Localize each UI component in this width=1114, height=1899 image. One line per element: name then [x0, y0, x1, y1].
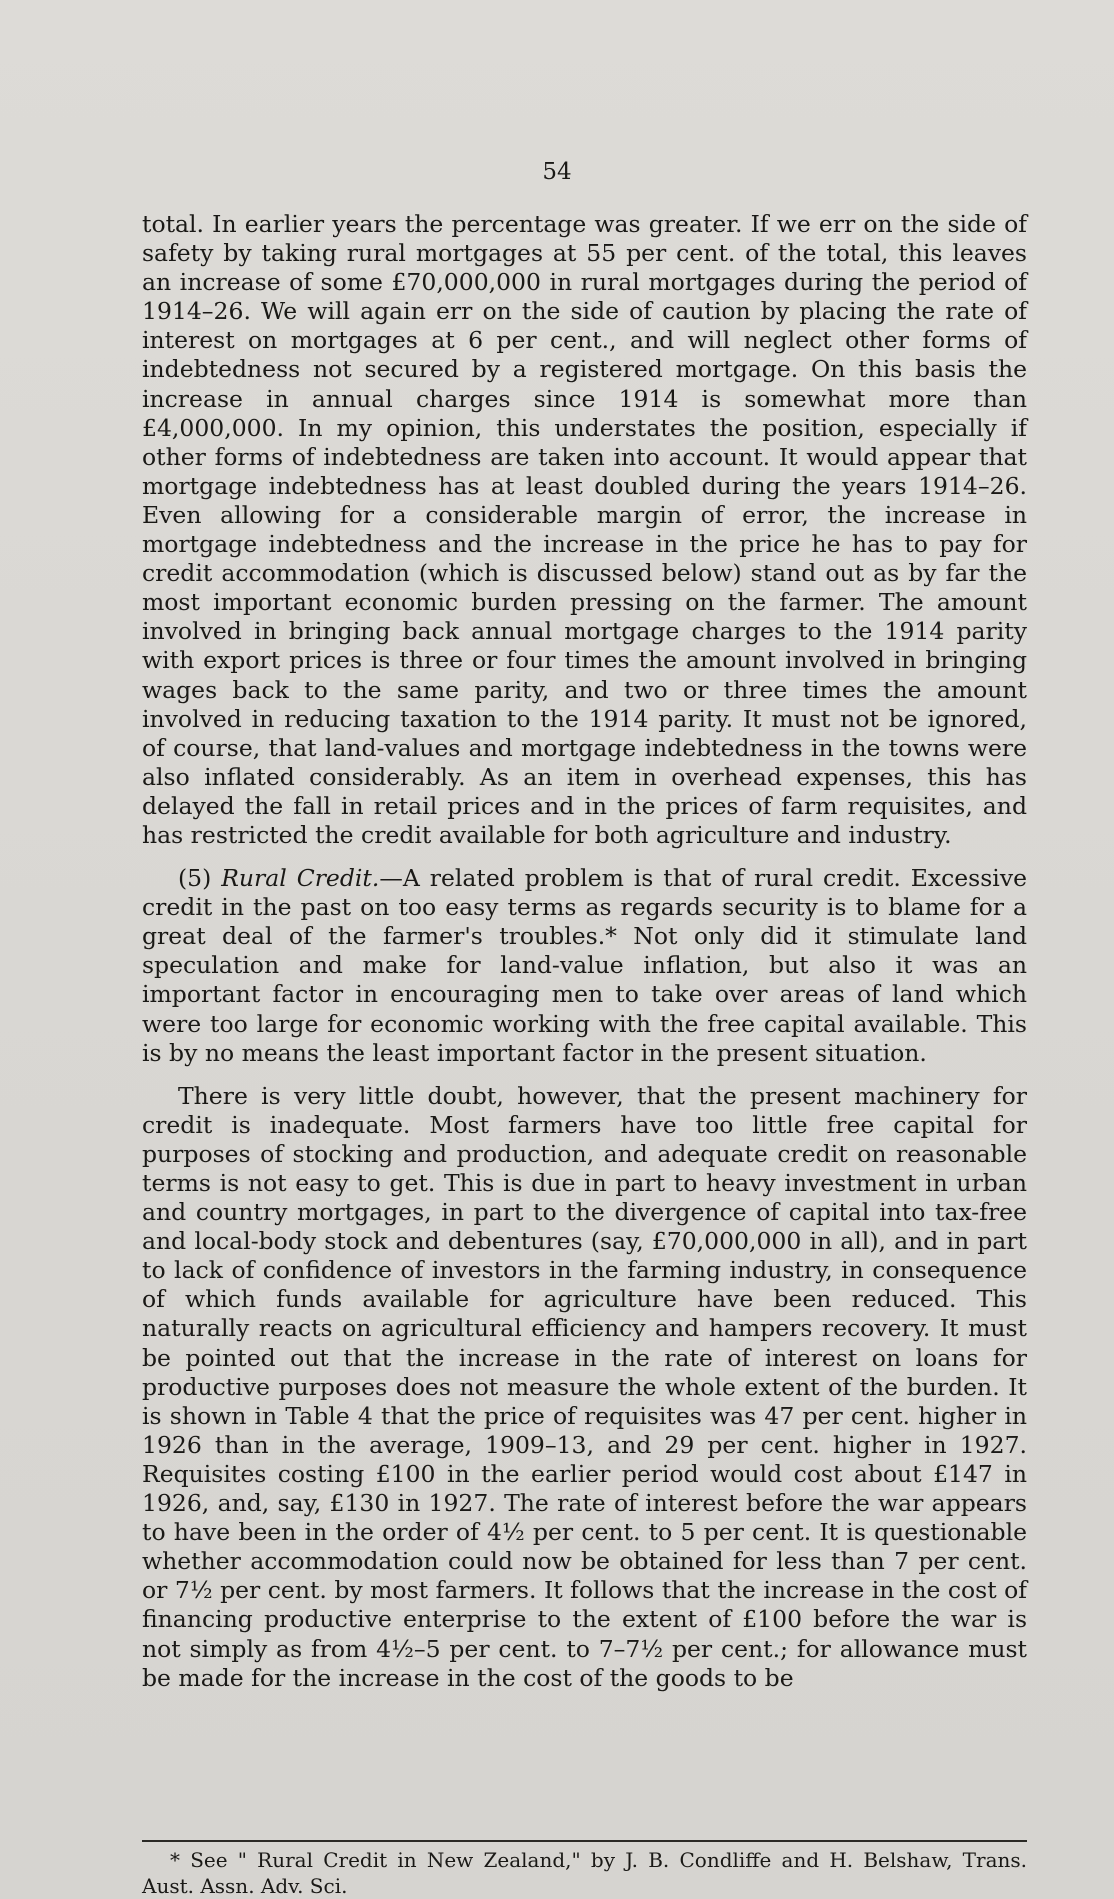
footnote-divider [142, 1840, 1027, 1842]
section-heading: Rural Credit. [221, 864, 380, 893]
section-text: —A related problem is that of rural credit. Excessive credit in the past on too easy terms as regards security is to blame for a great deal of the farmer's troubles.* Not only did it stimulate land speculation and make for land-value inflation, but also it was an important factor in encouraging men to take over areas of land which were too large for economic working with the free capital available. This is by no means the least important factor in the present situation. [142, 864, 1027, 1067]
page-number: 54 [542, 159, 572, 185]
footnote: * See " Rural Credit in New Zealand," by J. B. Condliffe and H. Belshaw, Trans. Aust. Assn. Adv. Sci. [142, 1848, 1027, 1898]
paragraph-mortgages: total. In earlier years the percentage was greater. If we err on the side of safety by taking rural mortgages at 55 per cent. of the total, this leaves an increase of some £70,000,000 in rural mortgages during the period of 1914–26. We will again err on the side of caution by placing the rate of interest on mortgages at 6 per cent., and will neglect other forms of indebtedness not secured by a registered mortgage. On this basis the increase in annual charges since 1914 is somewhat more than £4,000,000. In my opinion, this understates the position, especially if other forms of indebtedness are taken into account. It would appear that mortgage indebtedness has at least doubled during the years 1914–26. Even allowing for a considerable margin of error, the increase in mortgage indebtedness and the increase in the price he has to pay for credit accommodation (which is discussed below) stand out as by far the most important economic burden pressing on the farmer. The amount involved in bringing back annual mortgage charges to the 1914 parity with export prices is three or four times the amount involved in bringing wages back to the same parity, and two or three times the amount involved in reducing taxation to the 1914 parity. It must not be ignored, of course, that land-values and mortgage indebtedness in the towns were also inflated considerably. As an item in overhead expenses, this has delayed the fall in retail prices and in the prices of farm requisites, and has restricted the credit available for both agriculture and industry. [142, 210, 1027, 849]
paragraph-credit-machinery: There is very little doubt, however, that the present machinery for credit is inadequate. Most farmers have too little free capital for purposes of stocking and production, and adequate credit on reasonable terms is not easy to get. This is due in part to heavy investment in urban and country mortgages, in part to the divergence of capital into tax-free and local-body stock and debentures (say, £70,000,000 in all), and in part to lack of confidence of investors in the farming industry, in consequence of which funds available for agriculture have been reduced. This naturally reacts on agricultural efficiency and hampers recovery. It must be pointed out that the increase in the rate of interest on loans for productive purposes does not measure the whole extent of the burden. It is shown in Table 4 that the price of requisites was 47 per cent. higher in 1926 than in the average, 1909–13, and 29 per cent. higher in 1927. Requisites costing £100 in the earlier period would cost about £147 in 1926, and, say, £130 in 1927. The rate of interest before the war appears to have been in the order of 4½ per cent. to 5 per cent. It is questionable whether accommodation could now be obtained for less than 7 per cent. or 7½ per cent. by most farmers. It follows that the increase in the cost of financing productive enterprise to the extent of £100 before the war is not simply as from 4½–5 per cent. to 7–7½ per cent.; for allowance must be made for the increase in the cost of the goods to be [142, 1081, 1027, 1692]
section-number: (5) [178, 864, 212, 893]
paragraph-rural-credit [142, 864, 1027, 1068]
body-text [142, 210, 1027, 1693]
